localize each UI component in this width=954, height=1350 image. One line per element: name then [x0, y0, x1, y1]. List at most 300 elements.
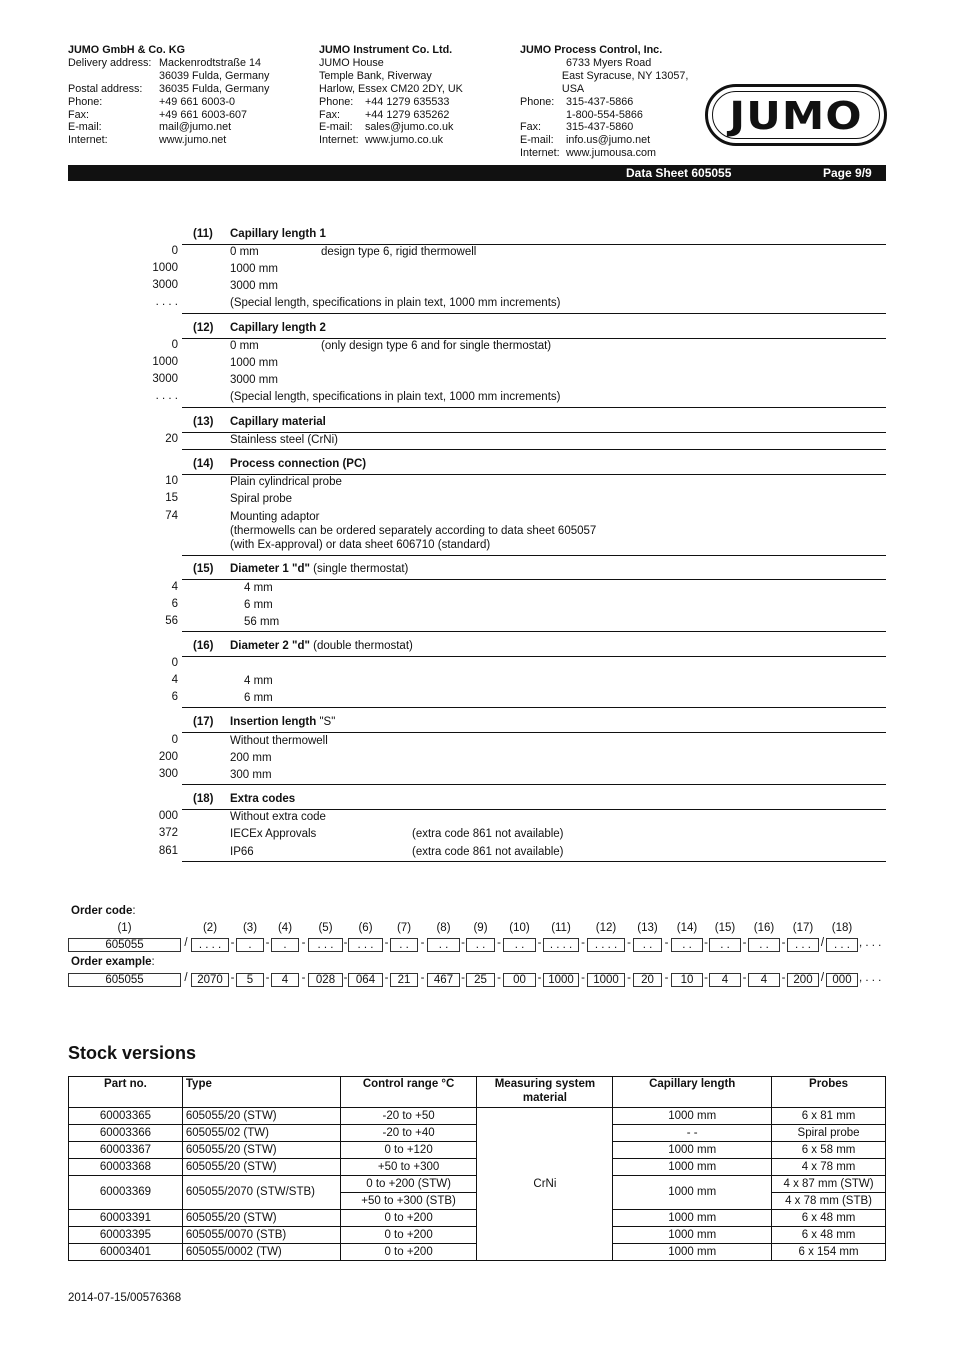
address-value: +49 661 6003-0: [159, 95, 235, 108]
stock-table: [68, 1076, 886, 1261]
option-note: (extra code 861 not available): [412, 846, 564, 858]
order-separator: -: [704, 972, 708, 984]
address-line: [68, 121, 308, 134]
order-separator: -: [497, 937, 501, 949]
option-description: Spiral probe: [230, 493, 293, 505]
company-usa: [520, 44, 700, 160]
section-number: (16): [193, 640, 214, 652]
option-code: 372: [158, 827, 178, 839]
order-example-label: [71, 956, 155, 968]
order-column-number: (7): [396, 922, 412, 934]
cell-part-no: 60003366: [69, 1125, 183, 1142]
cell-control-range: -20 to +40: [340, 1125, 477, 1142]
section-end-line: [182, 555, 886, 556]
address-line: [319, 96, 519, 109]
address-line: [68, 57, 308, 70]
option-code: 200: [158, 751, 178, 763]
order-separator: -: [343, 972, 348, 984]
order-code-label: [71, 905, 136, 917]
address-key: Internet:: [520, 147, 560, 160]
col-probes: Probes: [772, 1077, 886, 1108]
address-line: [520, 57, 700, 70]
option-description: (Special length, specifications in plain text, 1000 mm increments): [230, 297, 561, 309]
cell-control-range: +50 to +300: [340, 1159, 477, 1176]
option-code: 3000: [152, 279, 178, 291]
address-key: E-mail:: [68, 121, 102, 134]
address-value: www.jumo.net: [159, 134, 227, 147]
order-code-box: . . . .: [543, 938, 579, 952]
order-example-trail: , . . .: [859, 972, 882, 984]
section-title-extra: (double thermostat): [309, 640, 413, 652]
cell-capillary-length: 1000 mm: [613, 1142, 772, 1159]
address-value: mail@jumo.net: [159, 121, 232, 134]
order-example-box: 1000: [543, 973, 579, 987]
section-title-bold: Capillary length 1: [230, 228, 326, 240]
address-key: Phone:: [68, 95, 103, 108]
order-example-box: 4: [709, 973, 741, 987]
address-value: www.jumo.co.uk: [365, 134, 444, 147]
section-title-bold: Process connection (PC): [230, 458, 367, 470]
address-value: JUMO House: [319, 56, 384, 69]
order-column-number: (16): [753, 922, 775, 934]
section-title-bold: Insertion length: [230, 716, 317, 728]
address-value: 6733 Myers Road: [566, 56, 652, 69]
company-name: JUMO GmbH & Co. KG: [68, 44, 185, 56]
order-code-box: . .: [466, 938, 495, 952]
option-code: 15: [165, 492, 178, 504]
order-separator: -: [704, 937, 708, 949]
section-s11-header: [182, 227, 886, 245]
option-description: (Special length, specifications in plain text, 1000 mm increments): [230, 391, 561, 403]
order-column-number: (3): [242, 922, 258, 934]
section-number: (17): [193, 716, 214, 728]
cell-type: 605055/20 (STW): [182, 1108, 340, 1125]
cell-part-no: 60003367: [69, 1142, 183, 1159]
section-title: [230, 228, 326, 240]
address-value: Temple Bank, Riverway: [319, 69, 432, 82]
cell-type: 605055/0070 (STB): [182, 1227, 340, 1244]
order-separator: -: [781, 937, 786, 949]
order-separator: -: [461, 972, 465, 984]
address-key: Fax:: [520, 121, 541, 134]
option-description: Plain cylindrical probe: [230, 476, 342, 488]
section-number: (13): [193, 416, 214, 428]
option-code: 0: [171, 734, 178, 746]
cell-type: 605055/0002 (TW): [182, 1244, 340, 1261]
order-code-box: . .: [390, 938, 418, 952]
address-value: +49 661 6003-607: [159, 108, 247, 121]
order-separator: -: [581, 937, 585, 949]
cell-part-no: 60003401: [69, 1244, 183, 1261]
section-title: [230, 640, 413, 652]
option-description: 6 mm: [244, 692, 273, 704]
address-value: +44 1279 635262: [365, 108, 450, 121]
cell-control-range: 0 to +120: [340, 1142, 477, 1159]
order-code-box: . .: [503, 938, 536, 952]
order-column-number: (17): [792, 922, 814, 934]
company-name: JUMO Instrument Co. Ltd.: [319, 44, 453, 56]
option-code: 56: [165, 615, 178, 627]
cell-capillary-length: 1000 mm: [613, 1108, 772, 1125]
order-example-box: 1000: [587, 973, 625, 987]
option-code: 0: [171, 657, 178, 669]
order-code-box: . .: [671, 938, 703, 952]
order-separator: /: [184, 972, 188, 984]
section-s15-header: [182, 562, 886, 580]
address-key: E-mail:: [520, 134, 554, 147]
col-type: Type: [182, 1077, 340, 1108]
option-code: 10: [165, 475, 178, 487]
order-separator: -: [420, 937, 425, 949]
order-separator: -: [742, 937, 747, 949]
order-separator: -: [420, 972, 425, 984]
order-separator: -: [664, 972, 669, 984]
order-column-number: (8): [436, 922, 451, 934]
order-code-box: . .: [427, 938, 460, 952]
section-title: [230, 416, 326, 428]
address-line: [68, 96, 308, 109]
address-value: info.us@jumo.net: [566, 134, 651, 147]
address-line: [319, 70, 519, 83]
option-description-continued: (with Ex-approval) or data sheet 606710 (standard): [230, 539, 491, 551]
option-code: 74: [165, 510, 178, 522]
cell-capillary-length: 1000 mm: [613, 1210, 772, 1227]
address-value: Harlow, Essex CM20 2DY, UK: [319, 82, 463, 95]
address-line: [520, 147, 700, 160]
company-germany: [68, 44, 308, 147]
cell-capillary-length: 1000 mm: [613, 1159, 772, 1176]
order-separator: -: [343, 937, 348, 949]
order-separator: -: [230, 972, 235, 984]
address-key: Phone:: [319, 95, 354, 108]
option-description: 200 mm: [230, 752, 272, 764]
section-title-bold: Diameter 2 "d": [230, 640, 310, 652]
order-example-box: 4: [748, 973, 780, 987]
address-line: [319, 109, 519, 122]
order-code-box: . . .: [826, 938, 858, 952]
address-key: E-mail:: [319, 121, 353, 134]
order-code-box: . . . .: [587, 938, 625, 952]
address-value: 36039 Fulda, Germany: [159, 69, 270, 82]
order-separator: -: [301, 972, 306, 984]
table-row: [69, 1108, 886, 1125]
order-example-box: 00: [503, 973, 536, 987]
col-material: Measuring system material: [477, 1077, 613, 1108]
address-line: [520, 109, 700, 122]
order-example-box: 000: [826, 973, 858, 987]
option-description: 6 mm: [244, 599, 273, 611]
option-description-continued: (thermowells can be ordered separately according to data sheet 605057: [230, 525, 597, 537]
section-number: (15): [193, 563, 214, 575]
address-line: [520, 134, 700, 147]
option-description: Without thermowell: [230, 735, 328, 747]
cell-probes: Spiral probe: [772, 1125, 886, 1142]
section-s12-header: [182, 321, 886, 339]
section-s17-header: [182, 715, 886, 733]
option-description: Mounting adaptor: [230, 511, 320, 523]
order-column-number: (4): [277, 922, 293, 934]
option-code: 1000: [152, 262, 178, 274]
order-example-box: 21: [390, 973, 418, 987]
order-column-number: (15): [714, 922, 736, 934]
address-line: [319, 83, 519, 96]
col-part-no: Part no.: [69, 1077, 183, 1108]
address-line: [520, 70, 700, 96]
order-code-label-text: Order code: [71, 905, 133, 917]
col-control-range: Control range °C: [340, 1077, 477, 1108]
option-description: 300 mm: [230, 769, 272, 781]
section-end-line: [182, 449, 886, 450]
cell-type: 605055/20 (STW): [182, 1210, 340, 1227]
address-key: [520, 109, 566, 122]
order-code-trail: , . . .: [859, 937, 882, 949]
address-value: East Syracuse, NY 13057, USA: [561, 69, 689, 95]
cell-type: 605055/2070 (STW/STB): [182, 1176, 340, 1210]
stock-header-row: [69, 1077, 886, 1108]
cell-probes: 6 x 81 mm: [772, 1108, 886, 1125]
cell-part-no: 60003391: [69, 1210, 183, 1227]
option-description: Without extra code: [230, 811, 326, 823]
section-title: [230, 716, 335, 728]
order-separator: -: [384, 972, 389, 984]
order-code-box: .: [271, 938, 299, 952]
address-value: Mackenrodtstraße 14: [159, 56, 262, 69]
section-title: [230, 322, 326, 334]
cell-probes: 6 x 58 mm: [772, 1142, 886, 1159]
order-column-number: (1): [117, 922, 132, 934]
order-code-box: 605055: [68, 938, 181, 952]
order-separator: -: [627, 972, 631, 984]
order-code-colon: :: [132, 905, 136, 917]
address-value: www.jumousa.com: [566, 147, 657, 160]
order-example-box: 064: [348, 973, 383, 987]
cell-part-no: 60003395: [69, 1227, 183, 1244]
order-separator: -: [301, 937, 306, 949]
order-example-colon: :: [151, 956, 155, 968]
order-code-box: .: [236, 938, 264, 952]
option-description: 56 mm: [244, 616, 280, 628]
option-code: 3000: [152, 373, 178, 385]
option-description: 1000 mm: [230, 263, 278, 275]
order-column-number: (9): [473, 922, 488, 934]
cell-probes: 6 x 48 mm: [772, 1210, 886, 1227]
cell-control-range: 0 to +200: [340, 1244, 477, 1261]
address-line: [319, 57, 519, 70]
section-number: (11): [193, 228, 213, 240]
option-description: 0 mm: [230, 340, 259, 352]
order-code-box: . . .: [787, 938, 819, 952]
order-column-number: (2): [202, 922, 218, 934]
section-s14-header: [182, 457, 886, 475]
order-code-box: . . .: [308, 938, 343, 952]
address-key: Phone:: [520, 95, 555, 108]
data-sheet-banner: [68, 165, 886, 181]
cell-probes: 4 x 78 mm (STB): [772, 1193, 886, 1210]
address-value: sales@jumo.co.uk: [365, 121, 454, 134]
cell-type: 605055/20 (STW): [182, 1159, 340, 1176]
cell-capillary-length: 1000 mm: [613, 1227, 772, 1244]
section-end-line: [182, 407, 886, 408]
option-description: IP66: [230, 846, 254, 858]
order-example-box: 20: [633, 973, 662, 987]
option-code: 4: [171, 581, 178, 593]
address-line: [68, 70, 308, 83]
section-title-extra: "S": [316, 716, 336, 728]
section-end-line: [182, 631, 886, 632]
order-example-box: 200: [787, 973, 819, 987]
option-code: 6: [171, 598, 178, 610]
option-description: 4 mm: [244, 582, 273, 594]
section-title: [230, 458, 366, 470]
option-code: 861: [158, 845, 178, 857]
section-s16-header: [182, 639, 886, 657]
cell-control-range: +50 to +300 (STB): [340, 1193, 477, 1210]
address-key: Internet:: [68, 134, 108, 147]
section-end-line: [182, 784, 886, 785]
order-example-box: 10: [671, 973, 703, 987]
option-code: . . . .: [155, 296, 178, 308]
section-end-line: [182, 861, 886, 862]
order-example-box: 467: [427, 973, 460, 987]
cell-part-no: 60003368: [69, 1159, 183, 1176]
order-column-number: (14): [676, 922, 698, 934]
address-key: Fax:: [68, 108, 89, 121]
section-number: (12): [193, 322, 214, 334]
order-separator: -: [461, 937, 465, 949]
option-code: 0: [171, 339, 178, 351]
banner-sheet: Data Sheet 605055: [626, 166, 732, 180]
stock-title: Stock versions: [68, 1043, 197, 1063]
address-line: [68, 134, 308, 147]
order-separator: -: [781, 972, 786, 984]
company-uk: [319, 44, 519, 147]
order-separator: -: [664, 937, 669, 949]
cell-probes: 6 x 154 mm: [772, 1244, 886, 1261]
order-separator: /: [184, 937, 188, 949]
section-title-bold: Capillary length 2: [230, 322, 326, 334]
cell-material: CrNi: [477, 1108, 613, 1261]
order-example-box: 5: [236, 973, 264, 987]
col-capillary-length: Capillary length: [613, 1077, 772, 1108]
option-code: 1000: [152, 356, 178, 368]
order-separator: -: [265, 937, 270, 949]
cell-control-range: 0 to +200: [340, 1210, 477, 1227]
address-line: [520, 121, 700, 134]
order-code-box: . . .: [348, 938, 383, 952]
cell-capillary-length: - -: [613, 1125, 772, 1142]
section-title-bold: Capillary material: [230, 416, 326, 428]
section-title-bold: Extra codes: [230, 793, 296, 805]
option-code: 20: [165, 433, 178, 445]
logo-text: JUMO: [729, 94, 863, 138]
option-description: 3000 mm: [230, 374, 278, 386]
order-code-box: . .: [748, 938, 780, 952]
order-example-box: 4: [271, 973, 299, 987]
address-value: +44 1279 635533: [365, 95, 450, 108]
option-description: 4 mm: [244, 675, 273, 687]
order-code-box: . . . .: [191, 938, 229, 952]
address-line: [520, 96, 700, 109]
order-separator: -: [384, 937, 389, 949]
order-column-number: (6): [358, 922, 373, 934]
order-separator: -: [627, 937, 631, 949]
order-separator: -: [230, 937, 235, 949]
address-value: 315-437-5860: [566, 121, 634, 134]
address-key: Postal address:: [68, 82, 143, 95]
option-code: 0: [171, 245, 178, 257]
order-separator: -: [265, 972, 270, 984]
section-s18-header: [182, 792, 886, 810]
cell-probes: 4 x 78 mm: [772, 1159, 886, 1176]
order-separator: -: [537, 972, 542, 984]
option-description: IECEx Approvals: [230, 828, 317, 840]
address-key: Internet:: [319, 134, 359, 147]
address-line: [68, 83, 308, 96]
section-number: (18): [193, 793, 214, 805]
cell-control-range: 0 to +200 (STW): [340, 1176, 477, 1193]
address-key: Delivery address:: [68, 56, 152, 69]
section-end-line: [182, 313, 886, 314]
cell-capillary-length: 1000 mm: [613, 1244, 772, 1261]
address-key: [68, 70, 159, 83]
address-value: 36035 Fulda, Germany: [159, 82, 270, 95]
order-column-number: (12): [595, 922, 617, 934]
option-note: (only design type 6 and for single thermostat): [321, 340, 552, 352]
banner-page: Page 9/9: [823, 166, 872, 180]
address-value: 1-800-554-5866: [566, 108, 643, 121]
order-column-number: (5): [318, 922, 333, 934]
section-s13-header: [182, 415, 886, 433]
option-code: 300: [158, 768, 178, 780]
section-number: (14): [193, 458, 214, 470]
option-description: 3000 mm: [230, 280, 278, 292]
option-code: 4: [171, 674, 178, 686]
option-code: . . . .: [155, 390, 178, 402]
order-separator: -: [742, 972, 747, 984]
option-description: 1000 mm: [230, 357, 278, 369]
footer-date-code: 2014-07-15/00576368: [68, 1292, 182, 1304]
cell-capillary-length: 1000 mm: [613, 1176, 772, 1210]
order-separator: -: [497, 972, 501, 984]
order-example-label-text: Order example: [71, 956, 152, 968]
order-example-box: 25: [466, 973, 495, 987]
cell-part-no: 60003369: [69, 1176, 183, 1210]
order-separator: /: [820, 972, 825, 984]
order-column-number: (11): [551, 922, 571, 934]
cell-probes: 6 x 48 mm: [772, 1227, 886, 1244]
option-description: 0 mm: [230, 246, 259, 258]
address-key: [520, 57, 566, 70]
cell-part-no: 60003365: [69, 1108, 183, 1125]
company-name: JUMO Process Control, Inc.: [520, 44, 663, 56]
address-key: Fax:: [319, 108, 340, 121]
order-column-number: (13): [637, 922, 658, 934]
cell-type: 605055/20 (STW): [182, 1142, 340, 1159]
address-line: [319, 134, 519, 147]
order-column-number: (18): [831, 922, 853, 934]
option-note: design type 6, rigid thermowell: [321, 246, 477, 258]
order-example-box: 605055: [68, 973, 181, 987]
order-example-box: 028: [308, 973, 343, 987]
address-line: [319, 121, 519, 134]
order-separator: -: [537, 937, 542, 949]
option-note: (extra code 861 not available): [412, 828, 564, 840]
address-value: 315-437-5866: [566, 95, 634, 108]
option-code: 000: [158, 810, 178, 822]
order-code-box: . .: [633, 938, 662, 952]
order-separator: /: [820, 937, 825, 949]
cell-control-range: 0 to +200: [340, 1227, 477, 1244]
